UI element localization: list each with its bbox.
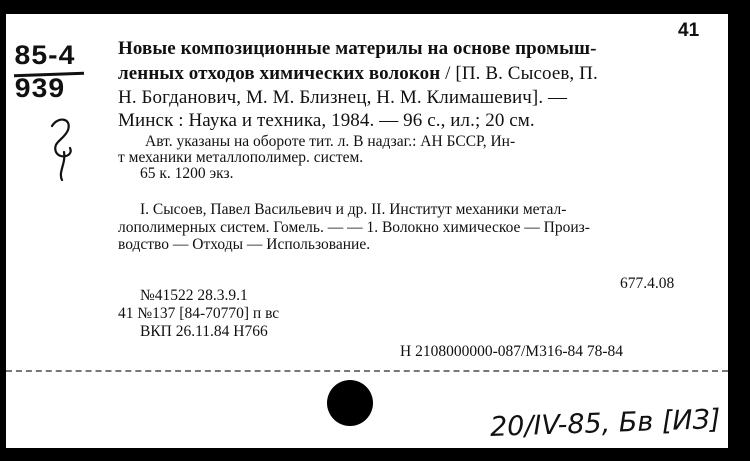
tracing-line-2: лополимерных систем. Гомель. — — 1. Волокно химическое — Произ- bbox=[118, 219, 590, 236]
scan-border-right bbox=[728, 0, 750, 461]
note-line-1: Авт. указаны на обороте тит. л. В надзаг.: АН БССР, Ин- bbox=[145, 133, 516, 150]
note-line-2: т механики металлополимер. систем. bbox=[118, 149, 364, 166]
tracing-line-1: I. Сысоев, Павел Васильевич и др. II. Институт механики метал- bbox=[140, 201, 567, 218]
shelf-mark-bottom: 939 bbox=[14, 73, 66, 103]
authors-line: Н. Богданович, М. М. Близнец, Н. М. Климашевич]. — bbox=[118, 87, 568, 108]
print-code-line: Н 2108000000-087/М316-84 78-84 bbox=[400, 343, 624, 360]
handwritten-margin-mark-icon bbox=[44, 112, 84, 182]
scan-border-left bbox=[0, 0, 6, 461]
title-line-2 bbox=[118, 63, 598, 85]
punch-hole-icon bbox=[327, 380, 373, 426]
inventory-line-3: ВКП 26.11.84 Н766 bbox=[140, 323, 268, 340]
title-line-2-bold: ленных отходов химических волокон bbox=[118, 63, 441, 84]
perforation-line bbox=[6, 370, 728, 372]
page-number: 41 bbox=[678, 20, 700, 41]
imprint-line: Минск : Наука и техника, 1984. — 96 с., ил.; 20 см. bbox=[118, 110, 535, 131]
scan-border-top bbox=[0, 0, 750, 14]
udc-code: 677.4.08 bbox=[620, 275, 675, 292]
title-line-1: Новые композиционные материлы на основе промыш- bbox=[118, 38, 597, 59]
scan-border-bottom bbox=[0, 448, 750, 461]
handwritten-date-note: 20/IV-85, Бв [ИЗ] bbox=[489, 403, 721, 444]
price-run-line: 65 к. 1200 экз. bbox=[140, 165, 234, 182]
shelf-mark-top: 85-4 bbox=[14, 40, 76, 70]
inventory-line-1: №41522 28.3.9.1 bbox=[140, 287, 248, 304]
inventory-line-2: 41 №137 [84-70770] п вс bbox=[118, 305, 280, 322]
tracing-line-3: водство — Отходы — Использование. bbox=[118, 236, 371, 253]
title-line-2-authors: / [П. В. Сысоев, П. bbox=[440, 63, 598, 84]
